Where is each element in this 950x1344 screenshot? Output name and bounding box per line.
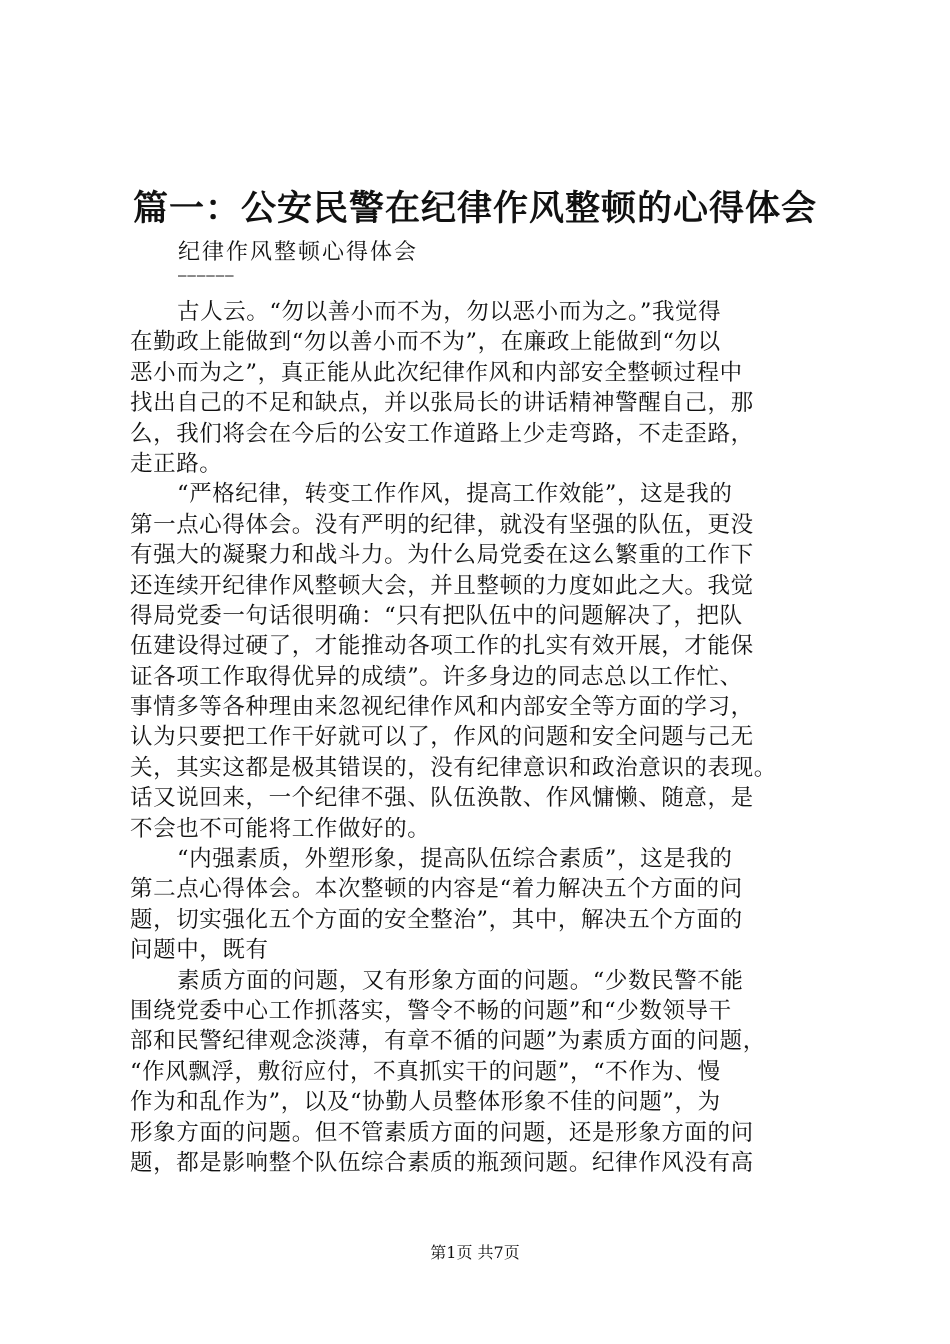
paragraph-line: 围绕党委中心工作抓落实，警令不畅的问题”和“少数领导干: [130, 997, 732, 1024]
paragraph-line: 证各项工作取得优异的成绩”。许多身边的同志总以工作忙、: [130, 663, 743, 690]
subtitle-divider: ——————: [178, 268, 235, 284]
paragraph-line: 还连续开纪律作风整顿大会，并且整顿的力度如此之大。我觉: [130, 572, 754, 599]
paragraph-line: 有强大的凝聚力和战斗力。为什么局党委在这么繁重的工作下: [130, 542, 754, 569]
page-number: 第1页 共7页: [430, 1243, 520, 1262]
paragraph-line: “严格纪律，转变工作作风，提高工作效能”，这是我的: [177, 481, 733, 508]
paragraph-line: “作风飘浮，敷衍应付，不真抓实干的问题”，“不作为、慢: [130, 1058, 721, 1085]
paragraph-line: 关，其实这都是极其错误的，没有纪律意识和政治意识的表现。: [130, 754, 777, 781]
paragraph-line: 作为和乱作为”，以及“协勤人员整体形象不佳的问题”，为: [130, 1089, 721, 1116]
paragraph-line: 得局党委一句话很明确：“只有把队伍中的问题解决了，把队: [130, 602, 743, 629]
paragraph-line: 题，都是影响整个队伍综合素质的瓶颈问题。纪律作风没有高: [130, 1149, 754, 1176]
document-subtitle: 纪律作风整顿心得体会: [178, 240, 419, 265]
paragraph-line: 走正路。: [130, 450, 223, 477]
paragraph-line: 第二点心得体会。本次整顿的内容是“着力解决五个方面的问: [130, 876, 743, 903]
paragraph-line: 题，切实强化五个方面的安全整治”，其中，解决五个方面的: [130, 906, 743, 933]
document-title: 篇一：公安民警在纪律作风整顿的心得体会: [132, 188, 817, 229]
paragraph-line: 找出自己的不足和缺点，并以张局长的讲话精神警醒自己，那: [130, 390, 754, 417]
paragraph-line: 话又说回来，一个纪律不强、队伍涣散、作风慵懒、随意，是: [130, 785, 754, 812]
paragraph-line: 么，我们将会在今后的公安工作道路上少走弯路，不走歪路，: [130, 420, 754, 447]
body-text: [130, 297, 840, 1178]
paragraph-line: “内强素质，外塑形象，提高队伍综合素质”，这是我的: [177, 846, 733, 873]
paragraph-line: 第一点心得体会。没有严明的纪律，就没有坚强的队伍，更没: [130, 511, 754, 538]
paragraph-line: 部和民警纪律观念淡薄，有章不循的问题”为素质方面的问题，: [130, 1028, 766, 1055]
paragraph-line: 问题中，既有: [130, 937, 269, 964]
paragraph-line: 古人云。“勿以善小而不为，勿以恶小而为之。”我觉得: [177, 299, 722, 325]
paragraph-line: 素质方面的问题，又有形象方面的问题。“少数民警不能: [177, 967, 744, 994]
paragraph-line: 形象方面的问题。但不管素质方面的问题，还是形象方面的问: [130, 1119, 754, 1146]
paragraph-line: 伍建设得过硬了，才能推动各项工作的扎实有效开展，才能保: [130, 633, 754, 660]
paragraph-line: 认为只要把工作干好就可以了，作风的问题和安全问题与己无: [130, 724, 754, 751]
paragraph-line: 事情多等各种理由来忽视纪律作风和内部安全等方面的学习，: [130, 694, 754, 721]
paragraph-line: 恶小而为之”，真正能从此次纪律作风和内部安全整顿过程中: [130, 359, 743, 386]
paragraph-line: 不会也不可能将工作做好的。: [130, 815, 431, 842]
paragraph-line: 在勤政上能做到“勿以善小而不为”，在廉政上能做到“勿以: [130, 329, 721, 356]
